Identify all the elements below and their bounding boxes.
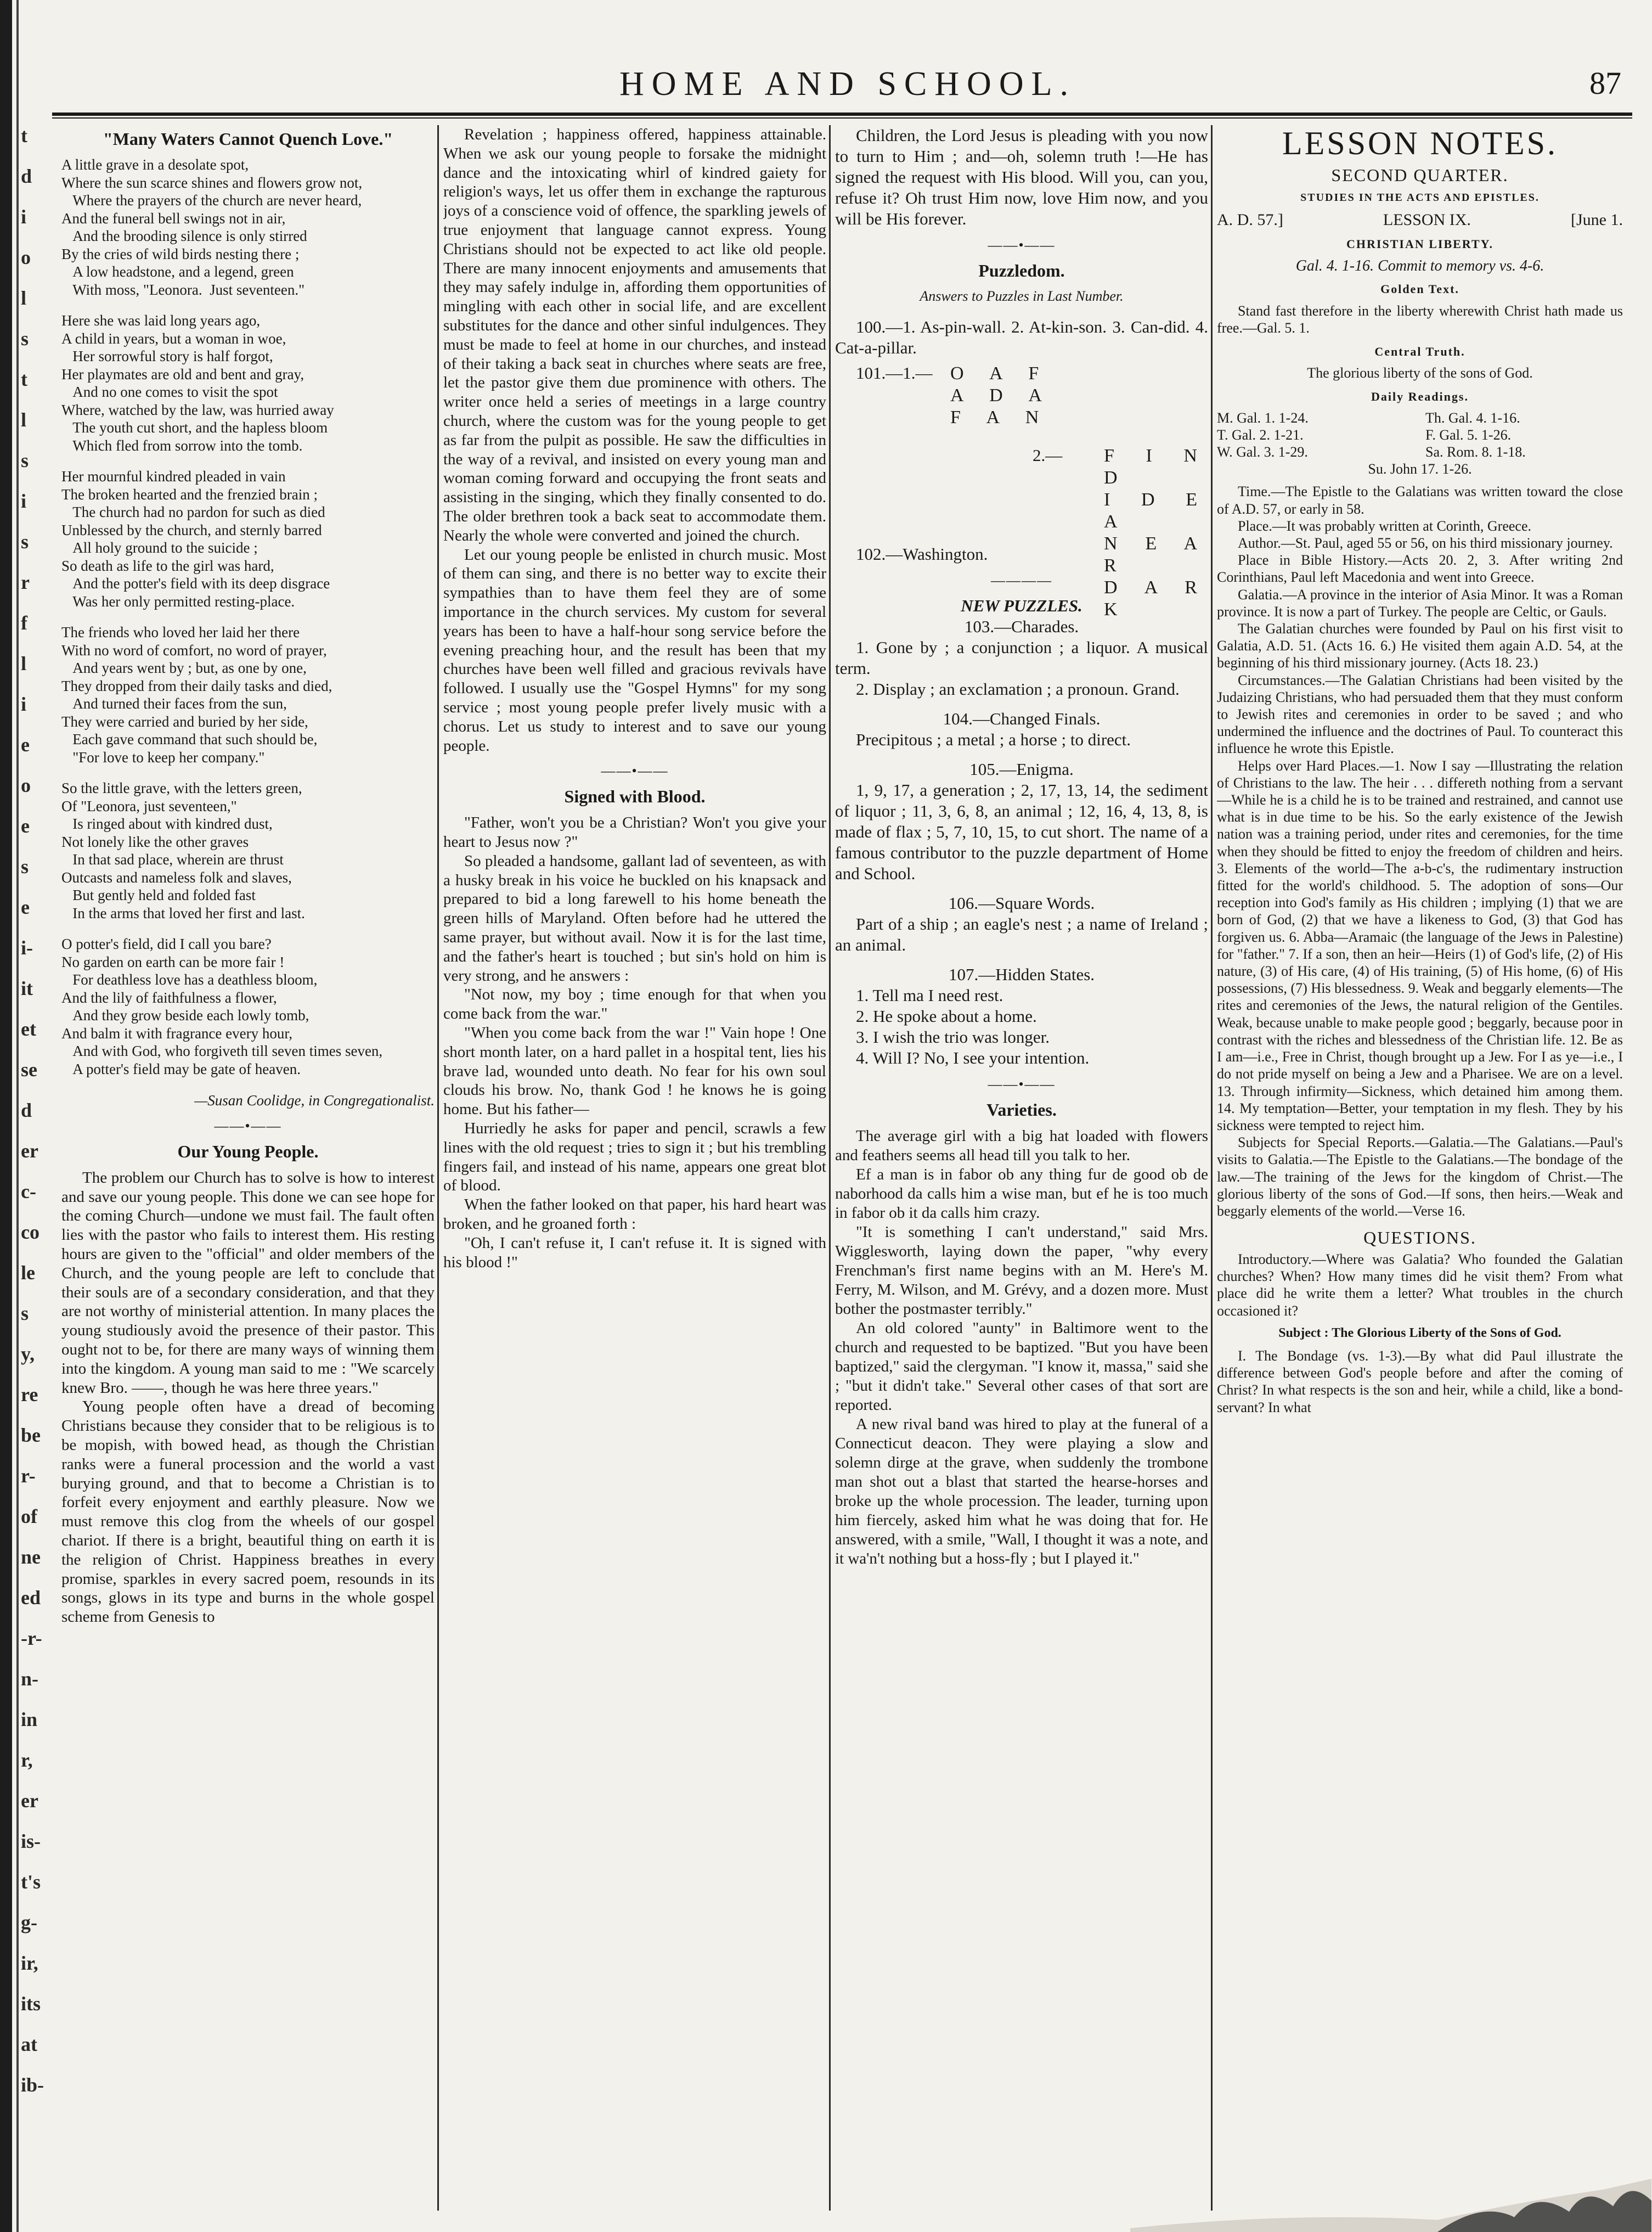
word-square-1 xyxy=(950,363,1053,429)
paragraph: "Father, won't you be a Christian? Won't you give your heart to Jesus now ?" xyxy=(443,814,826,851)
lesson-note: The Galatian churches were founded by Paul on his first visit to Galatia, A.D. 51. (Acts 16. 6.) He visited them again A.D. 54, at the beginning of his third missionary journey. (Acts 18. 23.) xyxy=(1217,621,1623,671)
fragment-letter: s xyxy=(21,856,29,878)
fragment-letter: it xyxy=(21,977,33,999)
poem-stanza: A little grave in a desolate spot, Where the sun scarce shines and flowers grow not, Where the prayers of the church are never heard, And the funeral bell swings not in air, And the brooding silence is only stirred By the cries of wild birds nesting there ; A low headstone, and a legend, green With moss, "Leonora. Just seventeen." xyxy=(61,156,363,298)
new-puzzles-heading: NEW PUZZLES. xyxy=(961,596,1082,615)
poem-stanza: O potter's field, did I call you bare? No garden on earth can be more fair ! For deathless love has a deathless bloom, And the lily of faithfulness a flower, And they grow beside each lowly tomb, And balm it with fragrance every hour, And with God, who forgiveth till seven times seven, A potter's field may be gate of heaven. xyxy=(61,936,383,1077)
daily-reading: M. Gal. 1. 1-24. xyxy=(1217,410,1309,426)
fragment-letter: r xyxy=(21,571,30,593)
fragment-letter: ib- xyxy=(21,2074,44,2096)
fragment-letter: y, xyxy=(21,1343,35,1365)
fragment-letter: er xyxy=(21,1790,38,1812)
fragment-letter: l xyxy=(21,409,27,431)
poem-stanza: Here she was laid long years ago, A child in years, but a woman in woe, Her sorrowful story is half forgot, Her playmates are old and bent and gray, And no one comes to visit the spot Where, watched by the law, was hurried away The youth cut short, and the hapless bloom Which fled from sorrow into the tomb. xyxy=(61,312,334,454)
variety-item: An old colored "aunty" in Baltimore went to the church and requested to be baptized. "But you have been baptized," said the clergyman. "I know it, massa," said she ; "but it didn't take." Several other cases of that sort are reported. xyxy=(835,1319,1208,1414)
word-square-2 xyxy=(1104,445,1208,621)
paragraph: "Not now, my boy ; time enough for that when you come back from the war." xyxy=(443,986,826,1023)
paragraph: When the father looked on that paper, his hard heart was broken, and he groaned forth : xyxy=(443,1196,826,1233)
fragment-letter: its xyxy=(21,1993,41,2015)
lesson-studies: STUDIES IN THE ACTS AND EPISTLES. xyxy=(1300,191,1540,204)
running-title: HOME AND SCHOOL. xyxy=(619,65,1076,103)
separator: ———— xyxy=(991,572,1052,588)
poem-title: "Many Waters Cannot Quench Love." xyxy=(103,129,393,149)
young-people-continued xyxy=(443,125,826,755)
fragment-letter: re xyxy=(21,1384,38,1405)
answer-101-label-2: 2.— xyxy=(1033,446,1063,465)
fragment-letter: t xyxy=(21,368,27,390)
fragment-letter: o xyxy=(21,246,31,268)
word-square-row: D A R K xyxy=(1104,577,1208,620)
poem-stanza: The friends who loved her laid her there With no word of comfort, no word of prayer, And years went by ; but, as one by one, They dropped from their daily tasks and died, And turned their faces from the sun, They were carried and buried by her side, Each gave command that such should be, "For love to keep her company." xyxy=(61,624,332,766)
fragment-letter: i- xyxy=(21,937,33,959)
poem-attribution: —Susan Coolidge, in Congregationalist. xyxy=(194,1092,435,1109)
fragment-letter: n- xyxy=(21,1668,39,1690)
puzzle-item: 1. Gone by ; a conjunction ; a liquor. A musical term. xyxy=(835,638,1208,678)
fragment-letter: l xyxy=(21,287,27,309)
fragment-letter: of xyxy=(21,1505,37,1527)
puzzle-107-items xyxy=(835,985,1208,1069)
young-people-body xyxy=(61,1168,435,1627)
answers-heading: Answers to Puzzles in Last Number. xyxy=(920,288,1124,304)
page-number: 87 xyxy=(1589,65,1621,101)
fragment-letter: l xyxy=(21,653,27,674)
variety-item: The average girl with a big hat loaded with flowers and feathers seems all head till you talk to her. xyxy=(835,1127,1208,1164)
fragment-letter: g- xyxy=(21,1911,37,1933)
paragraph: So pleaded a handsome, gallant lad of seventeen, as with a husky break in his voice he buckled on his knapsack and prepared to bid a long farewell to his home beneath the green hills of Maryland. Often before had he uttered the same prayer, but without avail. Now it is for the last time, and the father's heart is touched ; but sin's hold on him is very strong, and he answers : xyxy=(443,852,826,985)
fragment-letter: at xyxy=(21,2033,37,2055)
daily-readings-label: Daily Readings. xyxy=(1371,389,1469,403)
paragraph: "When you come back from the war !" Vain hope ! One short month later, on a hard pallet in a hospital tent, lies his brave lad, wounded unto death. No fear for his own soul clouds his brow. No, thank God ! he knows he is going home. But his father— xyxy=(443,1024,826,1118)
fragment-letter: ed xyxy=(21,1587,41,1609)
poem-stanza: So the little grave, with the letters green, Of "Leonora, just seventeen," Is ringed about with kindred dust, Not lonely like the other graves In that sad place, wherein are thrust Outcasts and nameless folk and slaves, But gently held and folded fast In the arms that loved her first and last. xyxy=(61,780,305,921)
puzzle-105-title: 105.—Enigma. xyxy=(969,760,1074,779)
article-title-young-people: Our Young People. xyxy=(177,1141,319,1161)
lesson-note: Place.—It was probably written at Corinth, Greece. xyxy=(1238,518,1531,534)
page-header xyxy=(52,60,1643,115)
fragment-letter: d xyxy=(21,1099,32,1121)
fragment-letter: -r- xyxy=(21,1627,42,1649)
puzzle-107-title: 107.—Hidden States. xyxy=(948,965,1095,984)
lesson-line xyxy=(1217,211,1623,230)
fragment-letter: o xyxy=(21,774,31,796)
poem-stanza: Her mournful kindred pleaded in vain The broken hearted and the frenzied brain ; The church had no pardon for such as died Unblessed by the church, and sternly barred All holy ground to the suicide ; So death as life to the girl was hard, And the potter's field with its deep disgrace Was her only permitted resting-place. xyxy=(61,468,330,610)
lesson-note: Circumstances.—The Galatian Christians had been visited by the Judaizing Christians, who had persuaded them that they must conform to Jewish rites and ceremonies in order to be saved ; and who undermined the influence and the doctrines of Paul. To counteract this influence he wrote this Epistle. xyxy=(1217,672,1623,757)
lesson-note: Subjects for Special Reports.—Galatia.—The Galatians.—Paul's visits to Galatia.—The Epistle to the Galatians.—The bondage of the law.—The training of the Jews for the kingdom of Christ.—The glorious liberty of the sons of God.—If sons, then heirs.—Weak and beggarly elements of the world.—Verse 16. xyxy=(1217,1134,1623,1219)
closing-exhortation: Children, the Lord Jesus is pleading with you now to turn to Him ; and—oh, solemn truth !—He has signed the request with His blood. Will you, can you, refuse it? Oh trust Him now, love Him now, and you will be His forever. xyxy=(835,126,1208,228)
fragment-letter: i xyxy=(21,693,27,715)
puzzle-104-text: Precipitous ; a metal ; a horse ; to direct. xyxy=(856,730,1131,749)
fragment-letter: c- xyxy=(21,1180,36,1202)
binding-edge xyxy=(0,0,12,2232)
article-title-signed-blood: Signed with Blood. xyxy=(564,786,706,807)
fragment-letter: e xyxy=(21,734,30,756)
fragment-letter: t xyxy=(21,125,27,147)
lesson-year: A. D. 57.] xyxy=(1217,210,1283,229)
puzzle-106-text: Part of a ship ; an eagle's nest ; a name of Ireland ; an animal. xyxy=(835,914,1208,954)
golden-text: Stand fast therefore in the liberty wherewith Christ hath made us free.—Gal. 5. 1. xyxy=(1217,303,1623,336)
previous-page-fragments xyxy=(21,123,44,2113)
fragment-letter: s xyxy=(21,328,29,350)
lesson-reference: Gal. 4. 1-16. Commit to memory vs. 4-6. xyxy=(1295,257,1544,275)
answer-101-label-1: 101.—1.— xyxy=(856,363,933,383)
fragment-letter: ne xyxy=(21,1546,41,1568)
poem xyxy=(61,156,435,1078)
fragment-letter: e xyxy=(21,896,30,918)
lesson-note: Helps over Hard Places.—1. Now I say —Illustrating the relation of Christians to the law. The heir . . . differeth nothing from a servant—While he is a child he is to be trained and restrained, and cannot use what is in due time to be his. So the early existence of the Jewish nation was a training period, under rites and ceremonies, for the time when they should be fitted to enjoy the freedom of children and heirs. 3. Elements of the world—The a-b-c's, the rudimentary instruction fitted for the world's childhood. 5. The adoption of sons—Our reception into God's family as His children ; implying (1) that we are born of God, (2) that we have a likeness to God, (3) that God has forgiven us. 6. Abba—Aramaic (the language of the Jews in Palestine) for "father." 7. If a son, then an heir—Heirs (1) of God's life, (2) of His nature, (3) of His care, (4) of His training, (5) of His home, (6) of His possessions, (7) His blessedness. 9. Weak and beggarly elements—The rites and ceremonies of the Jews, the natural religion of the Gentiles. Weak, because unable to make people good ; beggarly, because poor in contrast with the riches and blessedness of the Christian life. 12. Be as I am—i.e., Free in Christ, though brought up a Jew. For I as ye—i.e., I do not pride myself on being a Jew and a Pharisee. We are on a level. 13. Through infirmity—Sickness, which detained him among them. 14. My temptation—Better, your temptation in my flesh. They by his sickness were tempted to reject him. xyxy=(1217,757,1623,1133)
column-4 xyxy=(1217,125,1623,2216)
fragment-letter: d xyxy=(21,165,32,187)
puzzle-item: 3. I wish the trio was longer. xyxy=(856,1027,1050,1047)
fragment-letter: r- xyxy=(21,1465,36,1487)
lesson-subject: Subject : The Glorious Liberty of the Sons of God. xyxy=(1278,1325,1561,1340)
questions-title: QUESTIONS. xyxy=(1363,1228,1476,1248)
puzzle-item: 2. He spoke about a home. xyxy=(856,1007,1037,1026)
questions-bondage: I. The Bondage (vs. 1-3).—By what did Paul illustrate the difference between God's people before and after the coming of Christ? In what respects is the son and heir, while a child, like a bond-servant? In what xyxy=(1217,1347,1623,1415)
central-truth-label: Central Truth. xyxy=(1374,344,1465,358)
fragment-letter: i xyxy=(21,206,27,228)
lesson-note: Author.—St. Paul, aged 55 or 56, on his third missionary journey. xyxy=(1238,535,1613,551)
puzzle-103-items xyxy=(835,637,1208,700)
fragment-letter: be xyxy=(21,1424,41,1446)
daily-reading: F. Gal. 5. 1-26. xyxy=(1425,427,1512,443)
paragraph: The problem our Church has to solve is how to interest and save our young people. This done we can see hope for the coming Church—undone we must fail. The fault often lies with the pastor who fails to interest them. His resting hours are given to the "official" and older members of the Church, and the young people are left to conclude that their souls are of a secondary consideration, and that they are not worthy of ministerial attention. In many places the young studiously avoid the presence of their pastor. This ought not to be, for there are many ways of winning them into the kingdom. A young man said to me : "We scarcely knew Bro. ——, though he was here three years." xyxy=(61,1168,435,1397)
daily-reading: Sa. Rom. 8. 1-18. xyxy=(1425,444,1526,460)
fragment-letter: f xyxy=(21,612,27,634)
answer-102: 102.—Washington. xyxy=(856,544,988,564)
word-square-row: F A N xyxy=(950,407,1050,428)
varieties-title: Varieties. xyxy=(986,1100,1057,1120)
separator: ——•—— xyxy=(601,763,669,779)
lesson-notes-body xyxy=(1217,483,1623,1219)
daily-readings xyxy=(1217,409,1623,460)
column-2 xyxy=(443,125,826,2216)
column-rule xyxy=(437,125,439,2211)
paragraph: Hurriedly he asks for paper and pencil, scrawls a few lines with the old request ; tries to sign it ; but his trembling fingers fail, and instead of his name, appears one great blot of blood. xyxy=(443,1120,826,1195)
word-square-row: A D A xyxy=(950,385,1053,406)
variety-item: "It is something I can't understand," said Mrs. Wigglesworth, laying down the paper, "why every Frenchman's first name begins with an M. Here's M. Ferry, M. Wilson, and M. Grévy, and a dozen more. Must bother the postmaster terribly." xyxy=(835,1223,1208,1318)
torn-corner-ornament xyxy=(1130,2168,1651,2232)
fragment-letter: s xyxy=(21,1302,29,1324)
word-square-row: F I N D xyxy=(1104,446,1208,488)
variety-item: A new rival band was hired to play at the funeral of a Connecticut deacon. They were playing a slow and solemn dirge at the grave, when suddenly the trombone man shot out a blast that started the hearse-horses and broke up the whole procession. The leader, turning upon him fiercely, asked him what he was doing that for. He answered, with a smile, "Wall, I thought it was a note, and it wa'n't nothing but a hoss-fly ; but I played it." xyxy=(835,1415,1208,1567)
paragraph: Young people often have a dread of becoming Christians because they consider that to be religious is to be mopish, with bowed head, as though the Christian ranks were a funeral procession and the world a vast burying ground, and that to become a Christian is to forfeit every enjoyment and earthly pleasure. Now we must remove this clog from the wheels of our gospel chariot. If there is a bright, beautiful thing on earth it is the religion of Christ. Happiness breathes in every promise, sparkles in every sacred poem, resounds in its songs, glows in its type and burns in the whole gospel scheme from Genesis to xyxy=(61,1398,435,1626)
puzzledom-title: Puzzledom. xyxy=(978,261,1065,280)
fragment-letter: et xyxy=(21,1018,36,1040)
word-square-row: N E A R xyxy=(1104,533,1208,576)
column-1 xyxy=(61,125,435,2216)
fragment-letter: se xyxy=(21,1059,37,1081)
fragment-letter: i xyxy=(21,490,27,512)
fragment-letter: co xyxy=(21,1221,40,1243)
lesson-title: CHRISTIAN LIBERTY. xyxy=(1346,237,1493,251)
separator: ——•—— xyxy=(988,237,1056,253)
daily-reading: Th. Gal. 4. 1-16. xyxy=(1425,410,1520,426)
header-rule-thin xyxy=(52,117,1632,119)
fragment-letter: ir, xyxy=(21,1952,38,1974)
word-square-row: I D E A xyxy=(1104,490,1208,532)
header-rule xyxy=(52,113,1632,116)
lesson-notes-title: LESSON NOTES. xyxy=(1282,125,1558,161)
varieties-body xyxy=(835,1127,1208,1568)
daily-reading-sunday: Su. John 17. 1-26. xyxy=(1368,461,1472,477)
column-rule xyxy=(829,125,831,2211)
puzzle-103-title: 103.—Charades. xyxy=(964,617,1079,636)
lesson-quarter: SECOND QUARTER. xyxy=(1331,165,1509,185)
paragraph: Revelation ; happiness offered, happiness attainable. When we ask our young people to forsake the midnight dance and the intoxicating whirl of kindred gaiety for religion's ways, let us offer them in exchange the rapturous joys of a conscience void of offence, the sparkling jewels of true enjoyment that language cannot express. Young Christians should not be expected to act like old people. There are many innocent enjoyments and amusements that they may safely indulge in, affording them opportunities of mingling with each other in social life, and are excellent substitutes for the dance and other sinful indulgences. They must be made to feel at home in our churches, and instead of their taking a back seat in churches where seats are free, let the pastor give them due prominence with others. The writer once held a series of meetings in a large country church, where the custom was for the young people to get as far from the pulpit as possible. He saw the difficulties in the way of a revival, and insisted on every young man and woman coming forward and occupying the front seats and assisting in the singing, which they finally consented to do. The older brethren took a back seat to accommodate them. Nearly the whole were converted and joined the church. xyxy=(443,126,826,544)
central-truth: The glorious liberty of the sons of God. xyxy=(1307,365,1533,381)
fragment-letter: in xyxy=(21,1708,38,1730)
separator: ——•—— xyxy=(214,1117,282,1134)
fragment-letter: t's xyxy=(21,1871,41,1893)
lesson-note: Time.—The Epistle to the Galatians was written toward the close of A.D. 57, or early in 58. xyxy=(1217,483,1623,517)
daily-reading: T. Gal. 2. 1-21. xyxy=(1217,427,1304,443)
puzzle-item: 2. Display ; an exclamation ; a pronoun. Grand. xyxy=(856,679,1180,699)
margin-rule xyxy=(16,0,19,2232)
variety-item: Ef a man is in fabor ob any thing fur de good ob de naborhood da calls him a wise man, but ef he is too much in fabor ob it da calls him crazy. xyxy=(835,1166,1208,1222)
separator: ——•—— xyxy=(988,1076,1056,1092)
lesson-number: LESSON IX. xyxy=(1383,210,1471,229)
fragment-letter: le xyxy=(21,1262,35,1284)
fragment-letter: s xyxy=(21,449,29,471)
puzzle-item: 1. Tell ma I need rest. xyxy=(856,986,1003,1005)
fragment-letter: s xyxy=(21,531,29,553)
answer-100: 100.—1. As-pin-wall. 2. At-kin-son. 3. Can-did. 4. Cat-a-pillar. xyxy=(835,317,1208,357)
fragment-letter: er xyxy=(21,1140,38,1162)
golden-text-label: Golden Text. xyxy=(1380,282,1459,296)
puzzle-item: 4. Will I? No, I see your intention. xyxy=(856,1048,1090,1067)
column-rule xyxy=(1211,125,1213,2211)
puzzle-105-text: 1, 9, 17, a generation ; 2, 17, 13, 14, the sediment of liquor ; 11, 3, 6, 8, an animal ; 12, 16, 4, 13, 8, is made of flax ; 5, 7, 10, 15, to cut short. The name of a famous contributor to the puzzle department of Home and School. xyxy=(835,780,1208,883)
puzzle-104-title: 104.—Changed Finals. xyxy=(943,709,1101,728)
daily-reading: W. Gal. 3. 1-29. xyxy=(1217,444,1308,460)
paragraph: "Oh, I can't refuse it, I can't refuse it. It is signed with his blood !" xyxy=(443,1234,826,1271)
lesson-note: Place in Bible History.—Acts 20. 2, 3. After writing 2nd Corinthians, Paul left Macedonia and went into Greece. xyxy=(1217,552,1623,586)
paragraph: Let our young people be enlisted in church music. Most of them can sing, and there is no better way to excite their sympathies than to have them feel they are of some importance in the church services. My custom for several years has been to have a half-hour song service before the evening preaching hour, and the result has been that my churches have been well filled and gracious revivals have followed. I usually use the "Gospel Hymns" for my song service ; most young people prefer lively music with a chorus. Let us study to interest and to save our young people. xyxy=(443,546,826,755)
questions-introductory: Introductory.—Where was Galatia? Who founded the Galatian churches? When? How many times did he visit them? From what place did he write them a letter? What troubles in the church occasioned it? xyxy=(1217,1251,1623,1319)
signed-blood-body xyxy=(443,813,826,1272)
lesson-note: Galatia.—A province in the interior of Asia Minor. It was a Roman province. It is now a part of Turkey. The people are Celtic, or Gauls. xyxy=(1217,586,1623,620)
column-3 xyxy=(835,125,1208,2216)
lesson-date: [June 1. xyxy=(1571,210,1623,229)
word-square-row: O A F xyxy=(950,363,1050,384)
fragment-letter: r, xyxy=(21,1749,33,1771)
fragment-letter: is- xyxy=(21,1830,41,1852)
fragment-letter: e xyxy=(21,815,30,837)
puzzle-106-title: 106.—Square Words. xyxy=(948,893,1095,913)
